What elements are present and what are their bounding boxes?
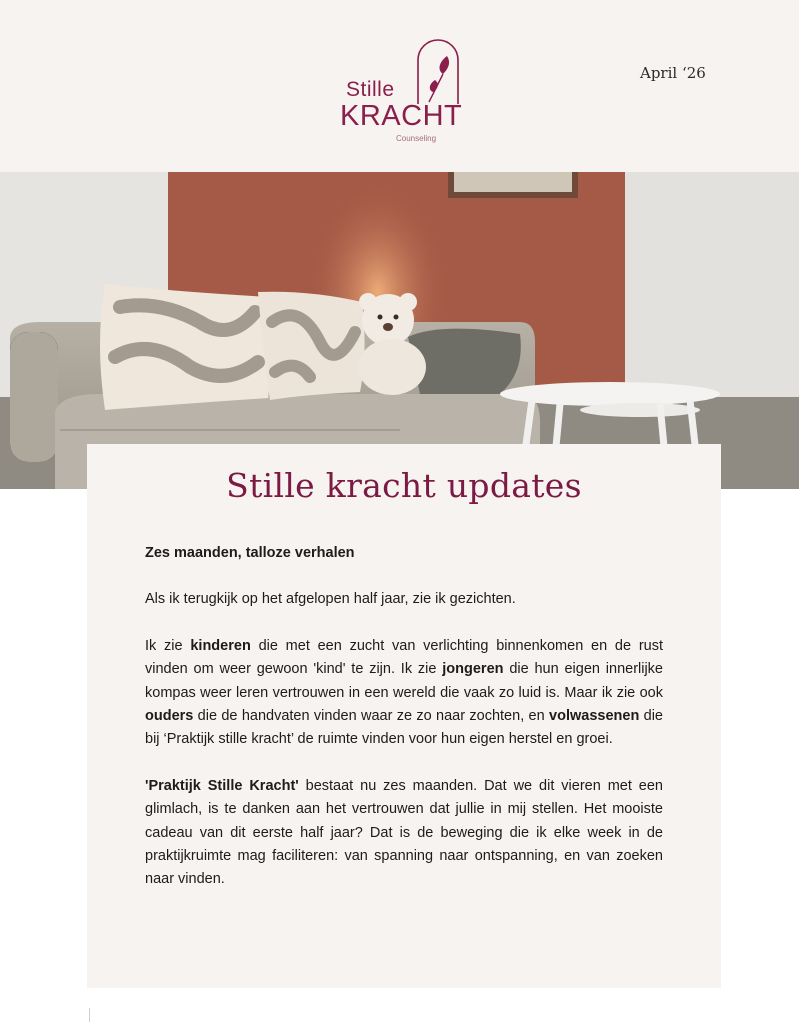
- text-run: Ik zie: [145, 637, 191, 654]
- text-run: die de handvaten vinden waar ze zo naar zochten, en: [193, 708, 550, 725]
- newsletter-card: [87, 444, 721, 988]
- paragraph-audiences: [145, 635, 663, 752]
- logo-text-kracht: KRACHT: [340, 100, 463, 132]
- bold-kinderen: kinderen: [190, 637, 251, 654]
- arch-leaf-icon: [413, 36, 463, 106]
- text-cursor: [89, 1008, 90, 1022]
- logo-text-counseling: Counseling: [396, 134, 437, 143]
- paragraph-intro: Als ik terugkijk op het afgelopen half jaar, zie ik gezichten.: [145, 591, 516, 608]
- issue-date: April ‘26: [640, 64, 706, 82]
- paragraph-anniversary: [145, 775, 663, 892]
- newsletter-title: Stille kracht updates: [226, 466, 582, 505]
- bold-practice-name: 'Praktijk Stille Kracht': [145, 777, 299, 794]
- section-subtitle: Zes maanden, talloze verhalen: [145, 545, 355, 561]
- text-run: die hun eigen innerlijke kompas weer leren vertrouwen in een wereld die vaak zo luid is. Maar ik zie ook: [145, 661, 664, 701]
- room-illustration: [0, 172, 799, 489]
- bold-ouders: ouders: [145, 708, 194, 725]
- hero-photo: [0, 172, 799, 489]
- logo: [335, 36, 475, 148]
- logo-text-stille: Stille: [346, 78, 395, 101]
- text-run: die met een zucht van verlichting binnenkomen en de rust vinden om weer gewoon 'kind' te zijn. Ik zie: [145, 637, 663, 678]
- newsletter-body: [145, 542, 663, 892]
- text-run: die bij ‘Praktijk stille kracht’ de ruimte vinden voor hun eigen herstel en groei.: [145, 708, 663, 748]
- text-run: bestaat nu zes maanden. Dat we dit vieren met een glimlach, is te danken aan het vertrouwen dat jullie in mij stellen. Het mooiste cadeau van dit eerste half jaar? Dat is de beweging die ik elke week in de praktijkruimte mag faciliteren: van spanning naar ontspanning, en van zoeken naar vinden.: [145, 777, 663, 888]
- bold-jongeren: jongeren: [442, 661, 504, 678]
- bold-volwassenen: volwassenen: [549, 708, 640, 725]
- header: [0, 0, 799, 172]
